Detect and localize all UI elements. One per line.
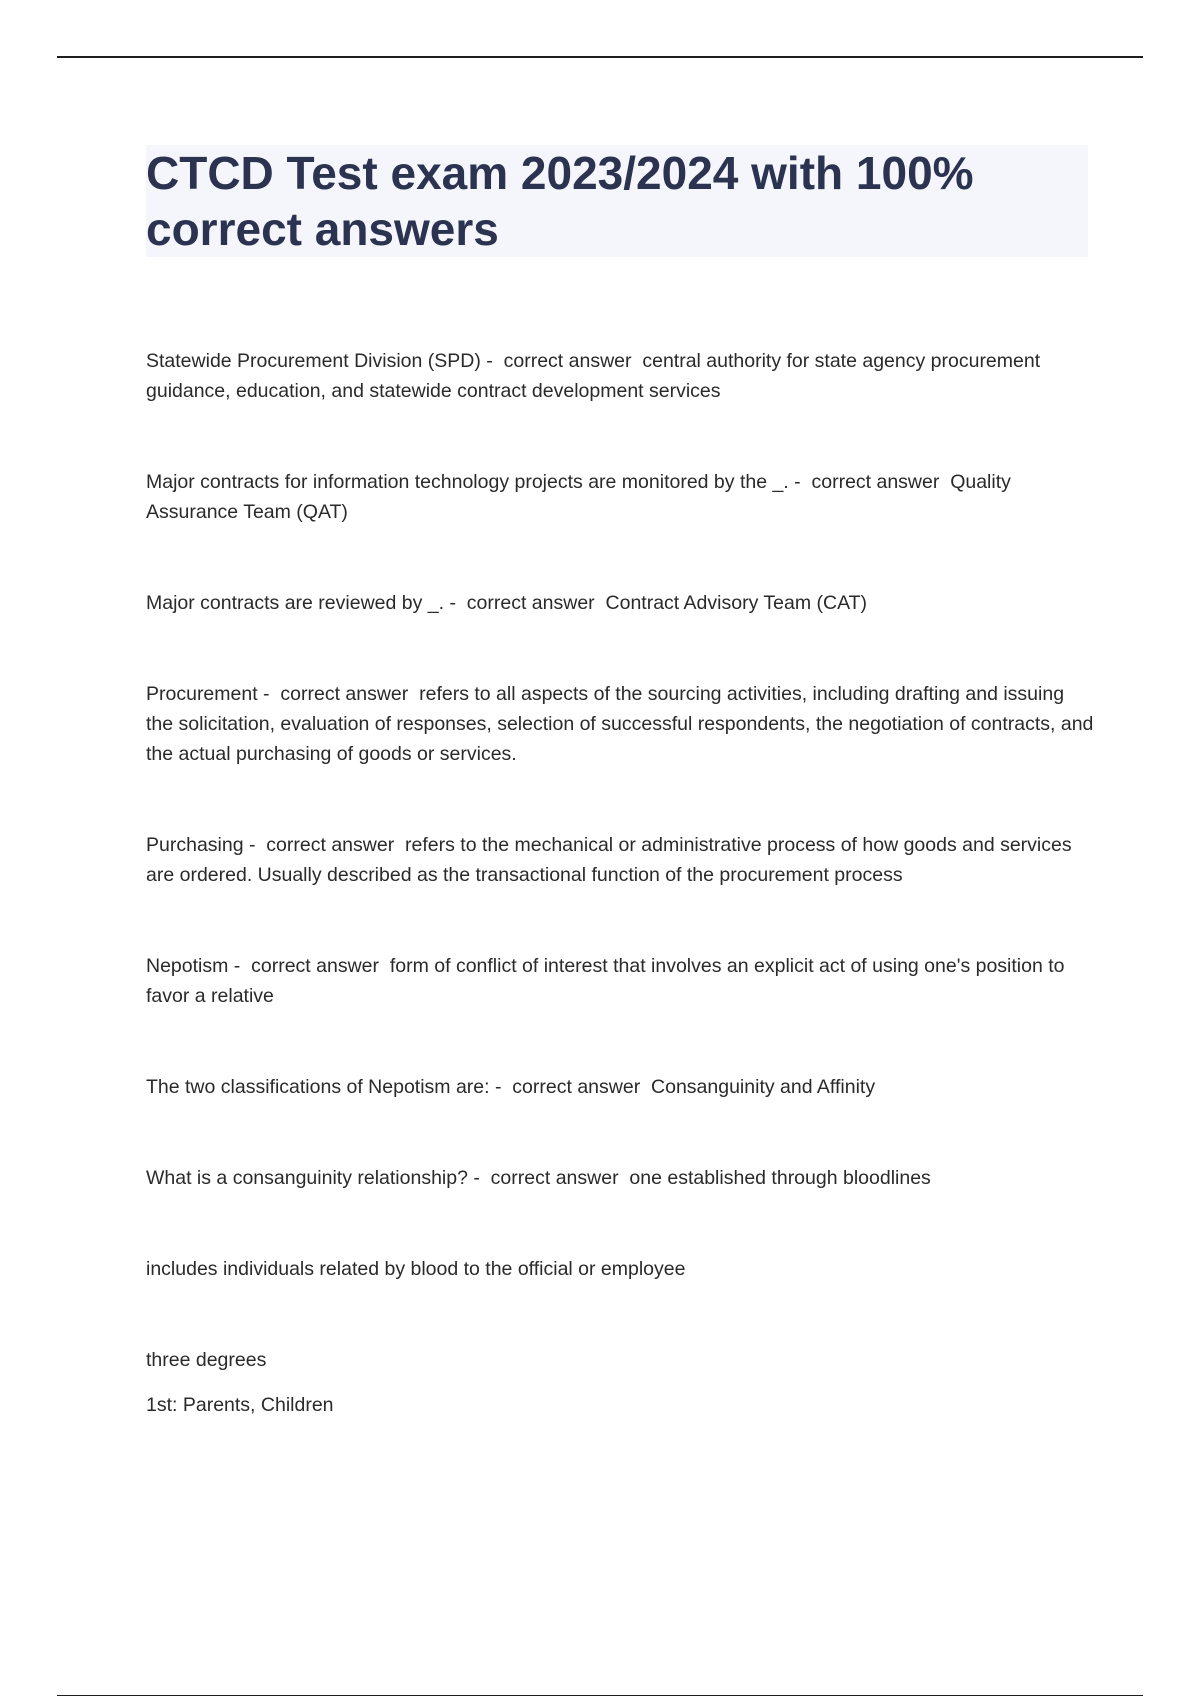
answer-marker: - correct answer [243,834,406,856]
entry-answer: form of conflict of interest that involves an explicit act of using one's position to favor a relative [146,955,1065,1007]
answer-marker: - correct answer [228,955,390,977]
note-line: 1st: Parents, Children [146,1394,334,1416]
entry-term: Purchasing [146,834,244,856]
qa-entry [146,951,1096,1011]
answer-marker: - correct answer [467,1167,630,1189]
answer-marker: - correct answer [257,683,420,705]
note-line: three degrees [146,1349,267,1371]
qa-entry [146,679,1096,769]
qa-entry [146,1163,1096,1193]
top-rule [57,56,1143,58]
note-line: includes individuals related by blood to the official or employee [146,1258,686,1280]
entry-term: What is a consanguinity relationship? [146,1167,468,1189]
qa-entry [146,830,1096,890]
entry-term: Major contracts for information technology projects are monitored by the _. [146,471,789,493]
entry-answer: Quality Assurance Team (QAT) [146,471,1011,523]
entry-term: Statewide Procurement Division (SPD) [146,350,481,372]
entry-answer: one established through bloodlines [629,1167,931,1189]
answer-marker: - correct answer [788,471,951,493]
document-title: CTCD Test exam 2023/2024 with 100% correct answers [146,147,974,255]
answer-marker: - correct answer [480,350,643,372]
entry-term: The two classifications of Nepotism are: [146,1076,490,1098]
qa-entry [146,467,1096,527]
qa-entry [146,1072,1096,1102]
entry-term: Nepotism [146,955,229,977]
entry-answer: refers to the mechanical or administrative process of how goods and services are ordered. Usually described as the transactional function of the procurement process [146,834,1072,886]
answer-marker: - correct answer [489,1076,652,1098]
entry-term: Major contracts are reviewed by _. [146,592,445,614]
entry-answer: central authority for state agency procurement guidance, education, and statewide contract development services [146,350,1041,402]
bottom-rule [57,1695,1143,1696]
entry-answer: Contract Advisory Team (CAT) [605,592,868,614]
qa-entry [146,346,1096,406]
entry-answer: refers to all aspects of the sourcing activities, including drafting and issuing the solicitation, evaluation of responses, selection of successful respondents, the negotiation of contracts, and the actual purchasing of goods or services. [146,683,1094,765]
entry-answer: Consanguinity and Affinity [651,1076,876,1098]
qa-entry [146,588,1096,618]
qa-list [146,346,1096,1481]
entry-term: Procurement [146,683,258,705]
answer-marker: - correct answer [444,592,606,614]
